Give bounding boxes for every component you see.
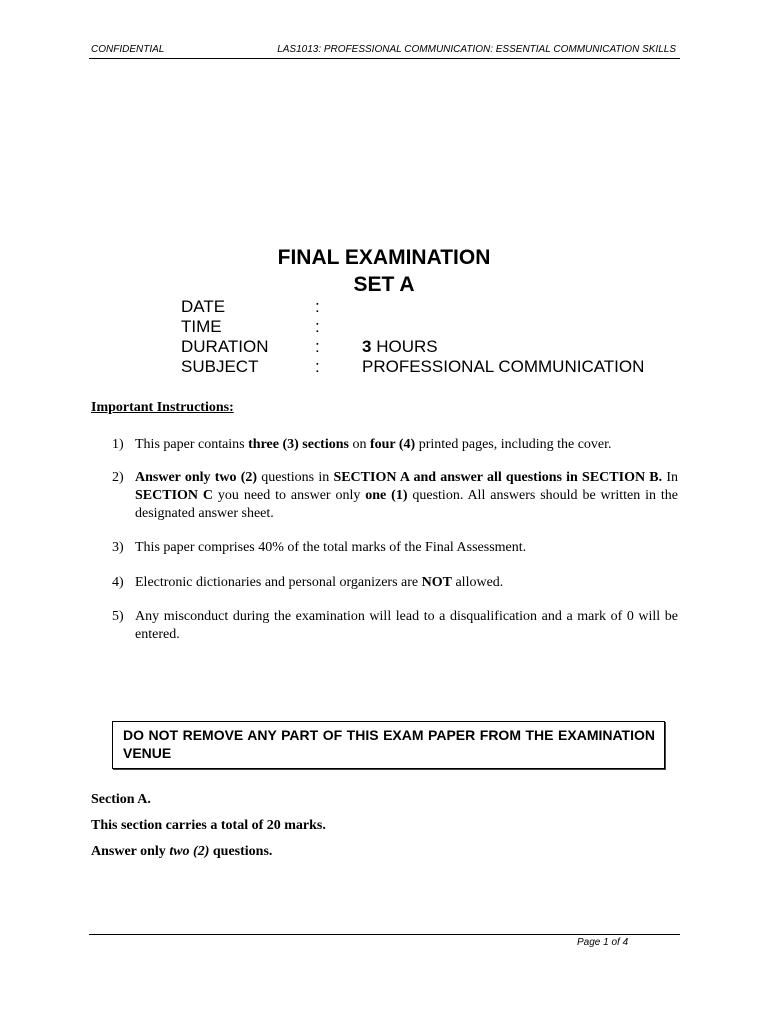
instruction-text — [135, 469, 678, 523]
instruction-number: 4) — [112, 575, 124, 590]
detail-value-text: PROFESSIONAL COMMUNICATION — [362, 357, 645, 376]
detail-label: SUBJECT — [181, 357, 259, 376]
detail-label: DATE — [181, 297, 226, 316]
text-run: Any misconduct during the examination will lead to a disqualification and a mark of 0 will be entered. — [135, 609, 678, 642]
detail-value — [362, 357, 644, 377]
text-run: This paper contains — [135, 437, 249, 452]
instruction-number: 3) — [112, 540, 124, 555]
text-run-bold: four (4) — [369, 437, 416, 452]
text-run: This paper comprises 40% of the total marks of the Final Assessment. — [135, 540, 527, 555]
text-run-italic: two (2) — [169, 844, 210, 859]
instruction-text — [135, 574, 678, 592]
exam-set: SET A — [353, 273, 415, 296]
instruction-text — [135, 608, 678, 644]
notice-box: DO NOT REMOVE ANY PART OF THIS EXAM PAPER FROM THE EXAMINATION VENUE — [112, 721, 665, 769]
section-answer-instruction — [91, 844, 272, 860]
instruction-text — [135, 539, 678, 557]
detail-row-subject — [181, 357, 701, 377]
instruction-number: 2) — [112, 470, 124, 485]
page-header — [89, 42, 680, 59]
exam-details — [181, 297, 701, 377]
detail-colon: : — [315, 337, 320, 356]
text-run-bold: three (3) sections — [248, 437, 349, 452]
instructions-heading: Important Instructions: — [91, 400, 234, 415]
instruction-number: 1) — [112, 437, 124, 452]
detail-row-date — [181, 297, 701, 317]
detail-value-bold: 3 — [362, 337, 372, 356]
text-run-bold: SECTION A and answer all questions in SECTION B. — [333, 470, 663, 485]
detail-colon: : — [315, 357, 320, 376]
detail-label: DURATION — [181, 337, 269, 356]
text-run: allowed. — [451, 575, 504, 590]
text-run: Electronic dictionaries and personal organizers are — [135, 575, 422, 590]
detail-row-duration — [181, 337, 701, 357]
section-marks: This section carries a total of 20 marks. — [91, 818, 326, 833]
text-run: questions in — [257, 470, 334, 485]
text-run-bold: Answer only two (2) — [135, 470, 258, 485]
footer-divider — [89, 934, 680, 935]
text-run: In — [662, 470, 678, 485]
text-run-bold: NOT — [421, 575, 452, 590]
confidential-label: CONFIDENTIAL — [91, 44, 165, 55]
text-run: question. All answers should be written in the designated answer sheet. — [135, 488, 678, 521]
text-run: questions. — [209, 844, 273, 859]
text-run: on — [348, 437, 370, 452]
text-run-bold: SECTION C — [135, 488, 214, 503]
detail-colon: : — [315, 317, 320, 336]
detail-value-text: HOURS — [371, 337, 438, 356]
detail-row-time — [181, 317, 701, 337]
course-code-title: LAS1013: PROFESSIONAL COMMUNICATION: ESSENTIAL COMMUNICATION SKILLS — [277, 44, 676, 55]
instruction-text — [135, 436, 678, 454]
detail-colon: : — [315, 297, 320, 316]
text-run: Answer only — [91, 844, 170, 859]
exam-title: FINAL EXAMINATION — [277, 246, 491, 269]
section-title: Section A. — [91, 792, 151, 807]
text-run: printed pages, including the cover. — [415, 437, 612, 452]
page-number: Page 1 of 4 — [577, 937, 629, 948]
detail-label: TIME — [181, 317, 222, 336]
instruction-number: 5) — [112, 609, 124, 624]
text-run: you need to answer only — [213, 488, 366, 503]
text-run-bold: one (1) — [365, 488, 408, 503]
detail-value — [362, 337, 438, 357]
